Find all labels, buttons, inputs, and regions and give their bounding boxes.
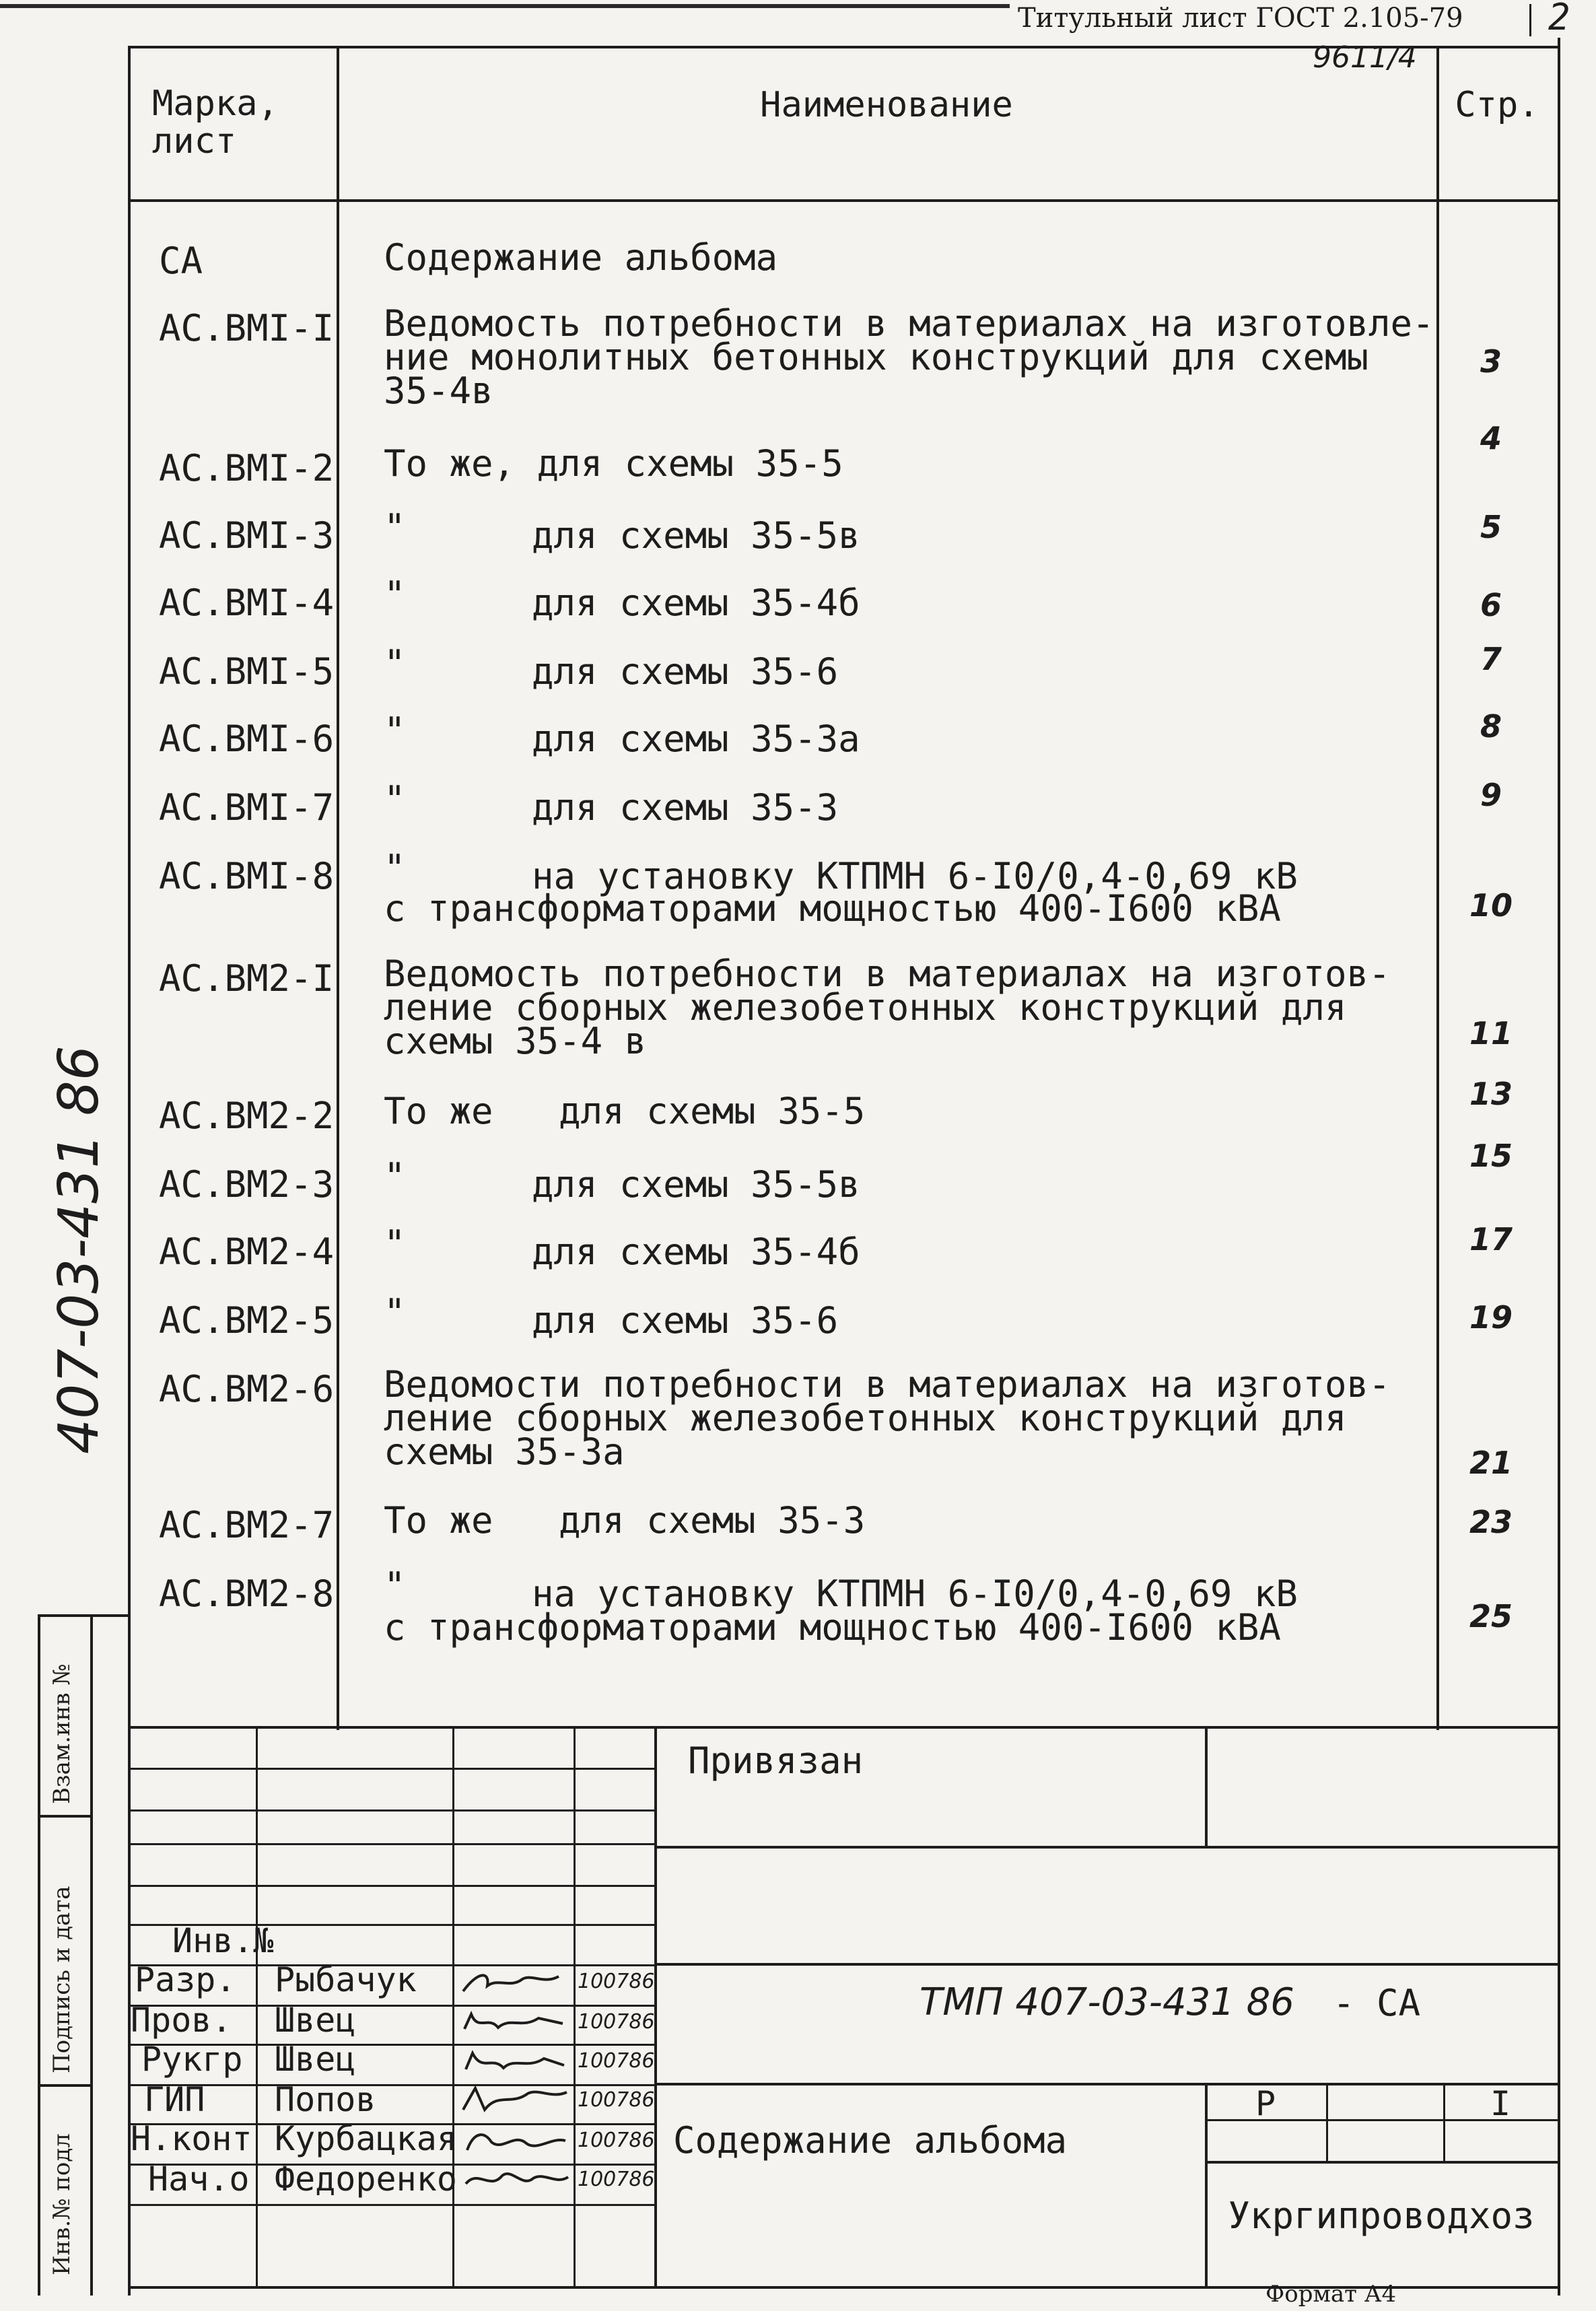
signature-icon — [458, 1968, 572, 1998]
col-divider-page — [1436, 47, 1439, 1730]
row-page: 7 — [1480, 641, 1502, 677]
caption-divider — [1529, 4, 1531, 36]
format-label: Формат А4 — [1265, 2281, 1397, 2308]
row-page: 13 — [1469, 1076, 1513, 1112]
tb-row-line — [128, 1768, 656, 1770]
frame-left — [128, 47, 131, 2296]
row-mark: АС.ВМI-7 — [159, 786, 335, 829]
row-page: 19 — [1469, 1299, 1513, 1336]
ditto-mark: " — [384, 847, 406, 889]
signature-icon — [458, 2085, 572, 2115]
row-mark: АС.ВМ2-2 — [159, 1095, 335, 1137]
organization: Укргипроводхоз — [1228, 2195, 1535, 2237]
side-document-code: 407-03-431 86 — [47, 1045, 111, 1454]
row-mark: АС.ВМ2-4 — [159, 1231, 335, 1273]
stamp-sep-1 — [38, 1815, 92, 1818]
header-separator — [128, 199, 1560, 202]
tb-line-2 — [654, 1963, 1560, 1966]
frame-right — [1558, 38, 1560, 2296]
col-header-page: Стр. — [1455, 85, 1539, 125]
row-mark: АС.ВМ2-3 — [159, 1163, 335, 1206]
col-header-mark: Марка, лист — [152, 83, 279, 162]
tb-person: Попов — [275, 2080, 376, 2119]
document-title: Содержание альбома — [673, 2119, 1068, 2162]
row-mark: АС.ВМI-8 — [159, 855, 335, 897]
handwritten-ref: 9611/4 — [1313, 40, 1417, 75]
tb-date: 100786 — [578, 2168, 655, 2191]
tb-date: 100786 — [578, 2010, 655, 2034]
ditto-mark: " — [384, 778, 406, 821]
col-header-name: Наименование — [760, 85, 1013, 125]
row-page: 5 — [1480, 509, 1502, 545]
ditto-mark: " — [384, 1222, 406, 1265]
row-name-continued: с трансформаторами мощностью 400-I600 кВА — [384, 1606, 1281, 1649]
row-page: 9 — [1480, 777, 1502, 813]
row-page: 11 — [1469, 1015, 1513, 1051]
privyazan-label: Привязан — [688, 1739, 864, 1782]
signature-icon — [458, 2048, 572, 2077]
row-name: для схемы 35-5в — [532, 514, 860, 557]
row-name: на установку КТПМН 6-I0/0,4-0,69 кВ — [532, 1573, 1298, 1615]
row-mark: АС.ВМI-2 — [159, 447, 335, 489]
tb-role: Нач.о — [148, 2160, 250, 2199]
ditto-mark: " — [384, 1291, 406, 1334]
row-name: на установку КТПМН 6-I0/0,4-0,69 кВ — [532, 855, 1298, 897]
row-name: Ведомость потребности в материалах на изготовле- ние монолитных бетонных конструкций для схемы 35-4в — [384, 302, 1434, 412]
row-mark: АС.ВМ2-6 — [159, 1368, 335, 1410]
tb-person: Курбацкая — [275, 2119, 457, 2158]
tb-person: Федоренко — [275, 2160, 457, 2199]
row-name: для схемы 35-4б — [532, 582, 860, 624]
tb-stage-col-1 — [1326, 2083, 1328, 2161]
row-name: для схемы 35-6 — [532, 1299, 839, 1342]
row-mark: АС.ВМI-5 — [159, 650, 335, 693]
stamp-left — [38, 1614, 40, 2296]
signature-icon — [458, 2127, 572, 2157]
row-mark: АС.ВМ2-8 — [159, 1573, 335, 1615]
row-name-continued: с трансформаторами мощностью 400-I600 кВА — [384, 887, 1281, 930]
stamp-label-podpis: Подпись и дата — [48, 1886, 75, 2073]
tb-role: Пров. — [131, 2001, 232, 2040]
row-name: То же для схемы 35-5 — [384, 1090, 866, 1132]
row-name: для схемы 35-4б — [532, 1231, 860, 1273]
tb-stage-line — [1205, 2161, 1560, 2164]
sheet-value: I — [1490, 2084, 1511, 2123]
tb-date: 100786 — [578, 2049, 655, 2073]
row-page: 10 — [1469, 887, 1513, 924]
tb-role: Разр. — [135, 1960, 236, 1999]
ditto-mark: " — [384, 1155, 406, 1198]
row-page: 6 — [1480, 587, 1502, 623]
tb-privyazan-divider — [1205, 1726, 1208, 1847]
document-code: ТМП 407-03-431 86 — [920, 1980, 1294, 2024]
stage-value: Р — [1255, 2084, 1276, 2123]
tb-row-line — [128, 2204, 656, 2206]
row-page: 25 — [1469, 1598, 1513, 1634]
row-mark: АС.ВМI-3 — [159, 514, 335, 557]
tb-person: Швец — [275, 2001, 356, 2040]
ditto-mark: " — [384, 1564, 406, 1607]
row-name: для схемы 35-3а — [532, 718, 860, 760]
row-page: 21 — [1469, 1445, 1513, 1481]
row-name: для схемы 35-5в — [532, 1163, 860, 1206]
tb-row-line — [128, 1885, 656, 1887]
document-suffix: - СА — [1333, 1982, 1421, 2024]
row-name: То же для схемы 35-3 — [384, 1499, 866, 1542]
tb-row-line — [128, 2084, 656, 2086]
row-mark: АС.ВМI-6 — [159, 718, 335, 760]
tb-row-line — [128, 1843, 656, 1845]
row-name: Содержание альбома — [384, 236, 778, 279]
tb-person: Рыбачук — [275, 1960, 417, 1999]
tb-date: 100786 — [578, 1970, 655, 1993]
row-name: То же, для схемы 35-5 — [384, 442, 843, 485]
stamp-label-inv-podl: Инв.№ подл — [48, 2133, 75, 2275]
row-mark: АС.ВМI-I — [159, 307, 335, 349]
tb-date: 100786 — [578, 2129, 655, 2152]
ditto-mark: " — [384, 710, 406, 752]
signature-icon — [458, 2166, 572, 2196]
ditto-mark: " — [384, 574, 406, 616]
row-name: Ведомость потребности в материалах на изготов- ление сборных железобетонных конструкций для схемы 35-4 в — [384, 953, 1391, 1062]
tb-role: ГИП — [144, 2080, 205, 2119]
header-caption: Титульный лист ГОСТ 2.105-79 — [1018, 3, 1463, 34]
tb-line-1 — [654, 1846, 1560, 1849]
row-page: 4 — [1480, 420, 1502, 456]
row-name: для схемы 35-3 — [532, 786, 839, 829]
tb-date: 100786 — [578, 2088, 655, 2112]
tb-line-3 — [654, 2083, 1560, 2085]
stamp-mid — [90, 1614, 93, 2296]
row-mark: АС.ВМ2-5 — [159, 1299, 335, 1342]
stamp-top — [38, 1614, 129, 1617]
title-block-top — [128, 1726, 1560, 1729]
row-name: для схемы 35-6 — [532, 650, 839, 693]
inv-no-label: Инв.№ — [172, 1921, 274, 1960]
row-mark: СА — [159, 240, 203, 282]
row-page: 23 — [1469, 1504, 1513, 1540]
signature-icon — [458, 2009, 572, 2038]
stamp-sep-2 — [38, 2084, 92, 2087]
row-mark: АС.ВМ2-I — [159, 957, 335, 1000]
ditto-mark: " — [384, 506, 406, 549]
row-page: 17 — [1469, 1221, 1513, 1257]
row-name: Ведомости потребности в материалах на изготов- ление сборных железобетонных конструкций для схемы 35-3а — [384, 1363, 1391, 1473]
sheet-number: 2 — [1548, 0, 1570, 38]
ditto-mark: " — [384, 642, 406, 685]
tb-role: Рукгр — [141, 2040, 243, 2079]
tb-row-line — [128, 1809, 656, 1812]
row-page: 8 — [1480, 708, 1502, 745]
top-edge-line — [0, 4, 1010, 8]
row-page: 3 — [1480, 343, 1502, 380]
tb-person: Швец — [275, 2040, 356, 2079]
frame-top — [128, 46, 1560, 48]
col-divider-mark — [337, 47, 339, 1730]
row-page: 15 — [1469, 1138, 1513, 1174]
row-mark: АС.ВМI-4 — [159, 582, 335, 624]
tb-role: Н.конт — [131, 2119, 252, 2158]
stamp-label-vzam: Взам.инв № — [48, 1663, 75, 1804]
row-mark: АС.ВМ2-7 — [159, 1504, 335, 1546]
